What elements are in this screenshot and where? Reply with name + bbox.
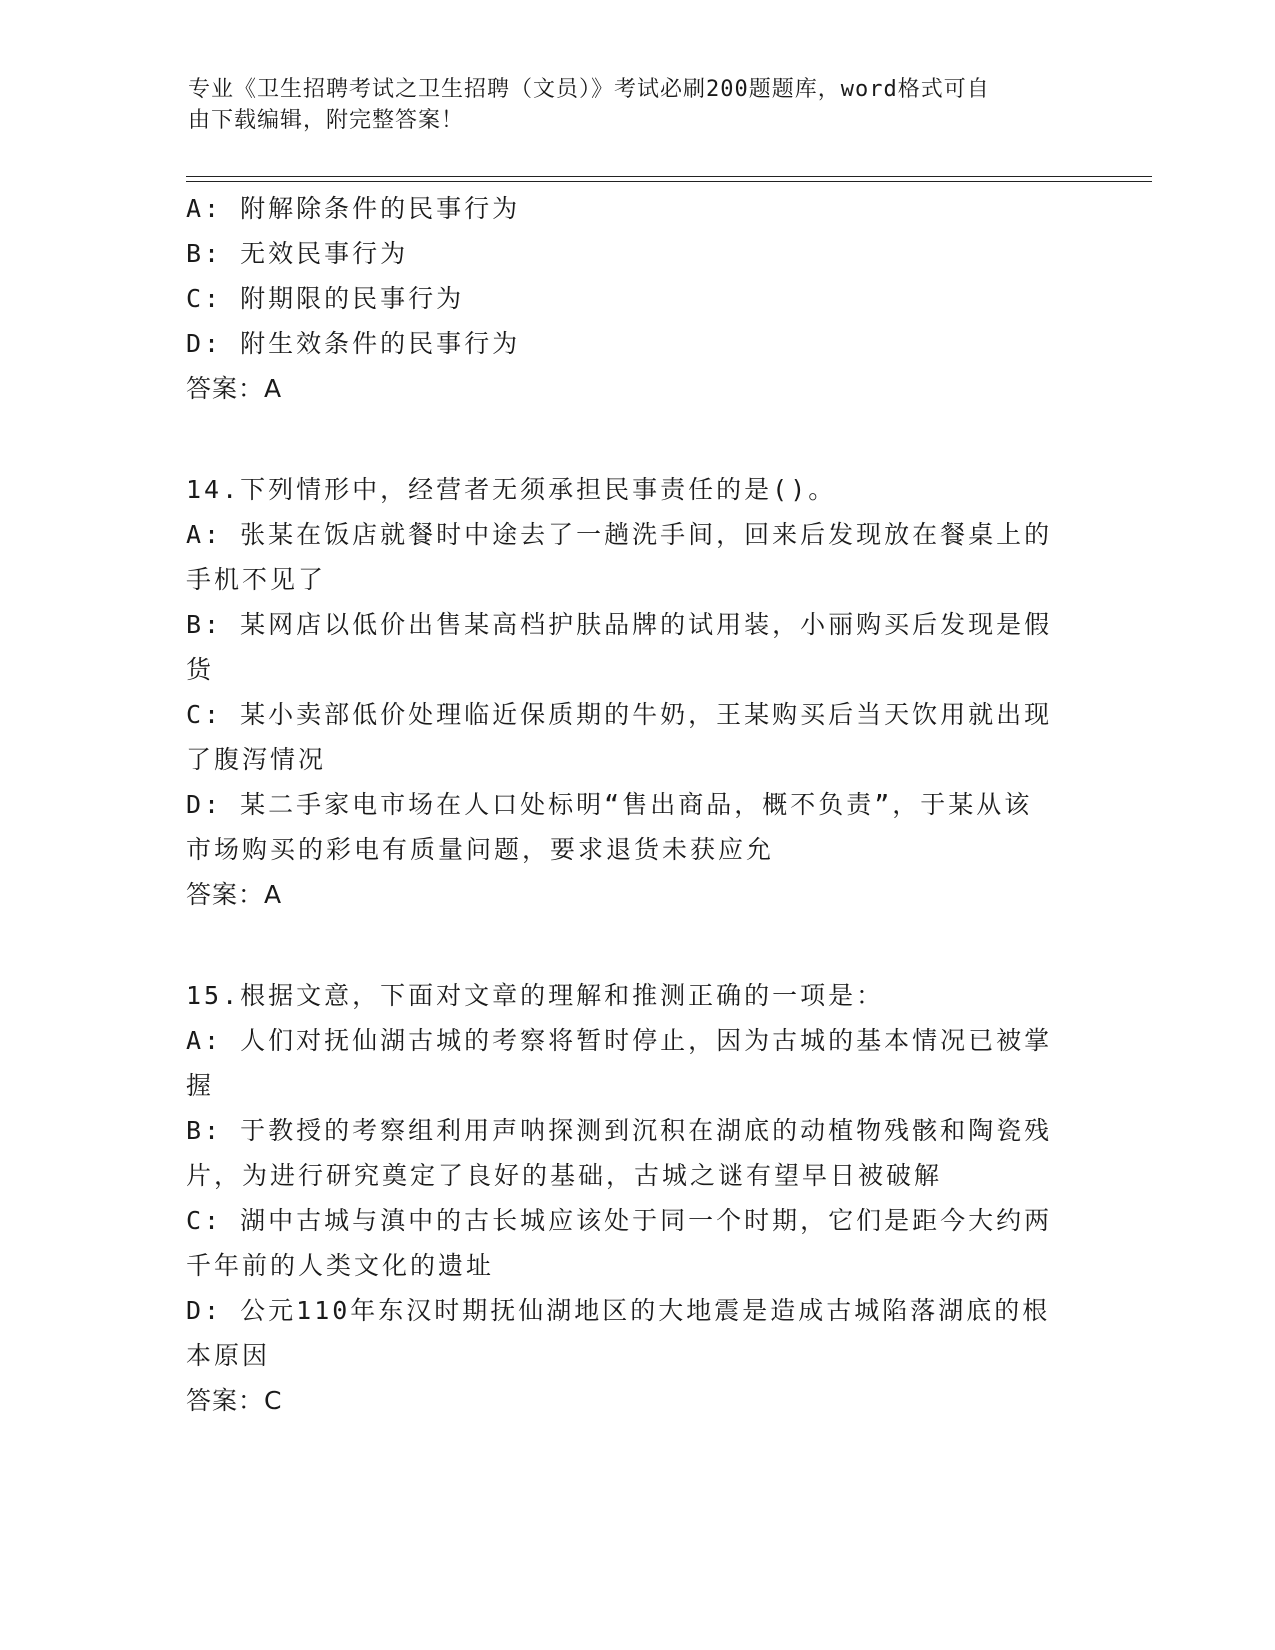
question-stem: 15.根据文意，下面对文章的理解和推测正确的一项是：	[186, 981, 885, 1010]
answer-line: 答案：A	[186, 880, 283, 909]
option-c: C: 附期限的民事行为	[186, 284, 465, 313]
option-d: D: 附生效条件的民事行为	[186, 329, 521, 358]
answer-line: 答案：C	[186, 1386, 283, 1415]
option-a: A: 人们对抚仙湖古城的考察将暂时停止，因为古城的基本情况已被掌	[186, 1026, 1053, 1055]
question-stem: 14.下列情形中，经营者无须承担民事责任的是()。	[186, 475, 837, 504]
question-spacer	[186, 917, 1066, 973]
option-b: B: 无效民事行为	[186, 239, 409, 268]
option-c: C: 湖中古城与滇中的古长城应该处于同一个时期，它们是距今大约两	[186, 1206, 1053, 1235]
header-line-2: 由下载编辑，附完整答案！	[188, 108, 465, 133]
question-14-block	[186, 467, 1066, 917]
option-a-continued: 手机不见了	[186, 565, 327, 594]
option-b-continued: 货	[186, 655, 215, 684]
option-a: A: 附解除条件的民事行为	[186, 194, 521, 223]
option-c: C: 某小卖部低价处理临近保质期的牛奶，王某购买后当天饮用就出现	[186, 700, 1053, 729]
option-d: D: 某二手家电市场在人口处标明“售出商品，概不负责”，于某从该	[186, 790, 1033, 819]
answer-line: 答案：A	[186, 374, 283, 403]
option-d: D: 公元110年东汉时期抚仙湖地区的大地震是造成古城陷落湖底的根	[186, 1296, 1051, 1325]
question-15-block	[186, 973, 1066, 1423]
header-divider-top	[186, 176, 1152, 177]
question-spacer	[186, 411, 1066, 467]
option-c-continued: 千年前的人类文化的遗址	[186, 1251, 495, 1280]
header-line-1: 专业《卫生招聘考试之卫生招聘（文员）》考试必刷200题题库，word格式可自	[188, 77, 990, 102]
option-b: B: 某网店以低价出售某高档护肤品牌的试用装，小丽购买后发现是假	[186, 610, 1053, 639]
question-list	[186, 186, 1066, 1423]
option-d-continued: 本原因	[186, 1341, 271, 1370]
option-c-continued: 了腹泻情况	[186, 745, 327, 774]
document-header	[188, 74, 1068, 136]
option-a: A: 张某在饭店就餐时中途去了一趟洗手间，回来后发现放在餐桌上的	[186, 520, 1053, 549]
option-a-continued: 握	[186, 1071, 215, 1100]
header-divider-bottom	[186, 181, 1152, 182]
option-b-continued: 片，为进行研究奠定了良好的基础，古城之谜有望早日被破解	[186, 1161, 943, 1190]
question-13-block	[186, 186, 1066, 411]
option-d-continued: 市场购买的彩电有质量问题，要求退货未获应允	[186, 835, 775, 864]
option-b: B: 于教授的考察组利用声呐探测到沉积在湖底的动植物残骸和陶瓷残	[186, 1116, 1053, 1145]
